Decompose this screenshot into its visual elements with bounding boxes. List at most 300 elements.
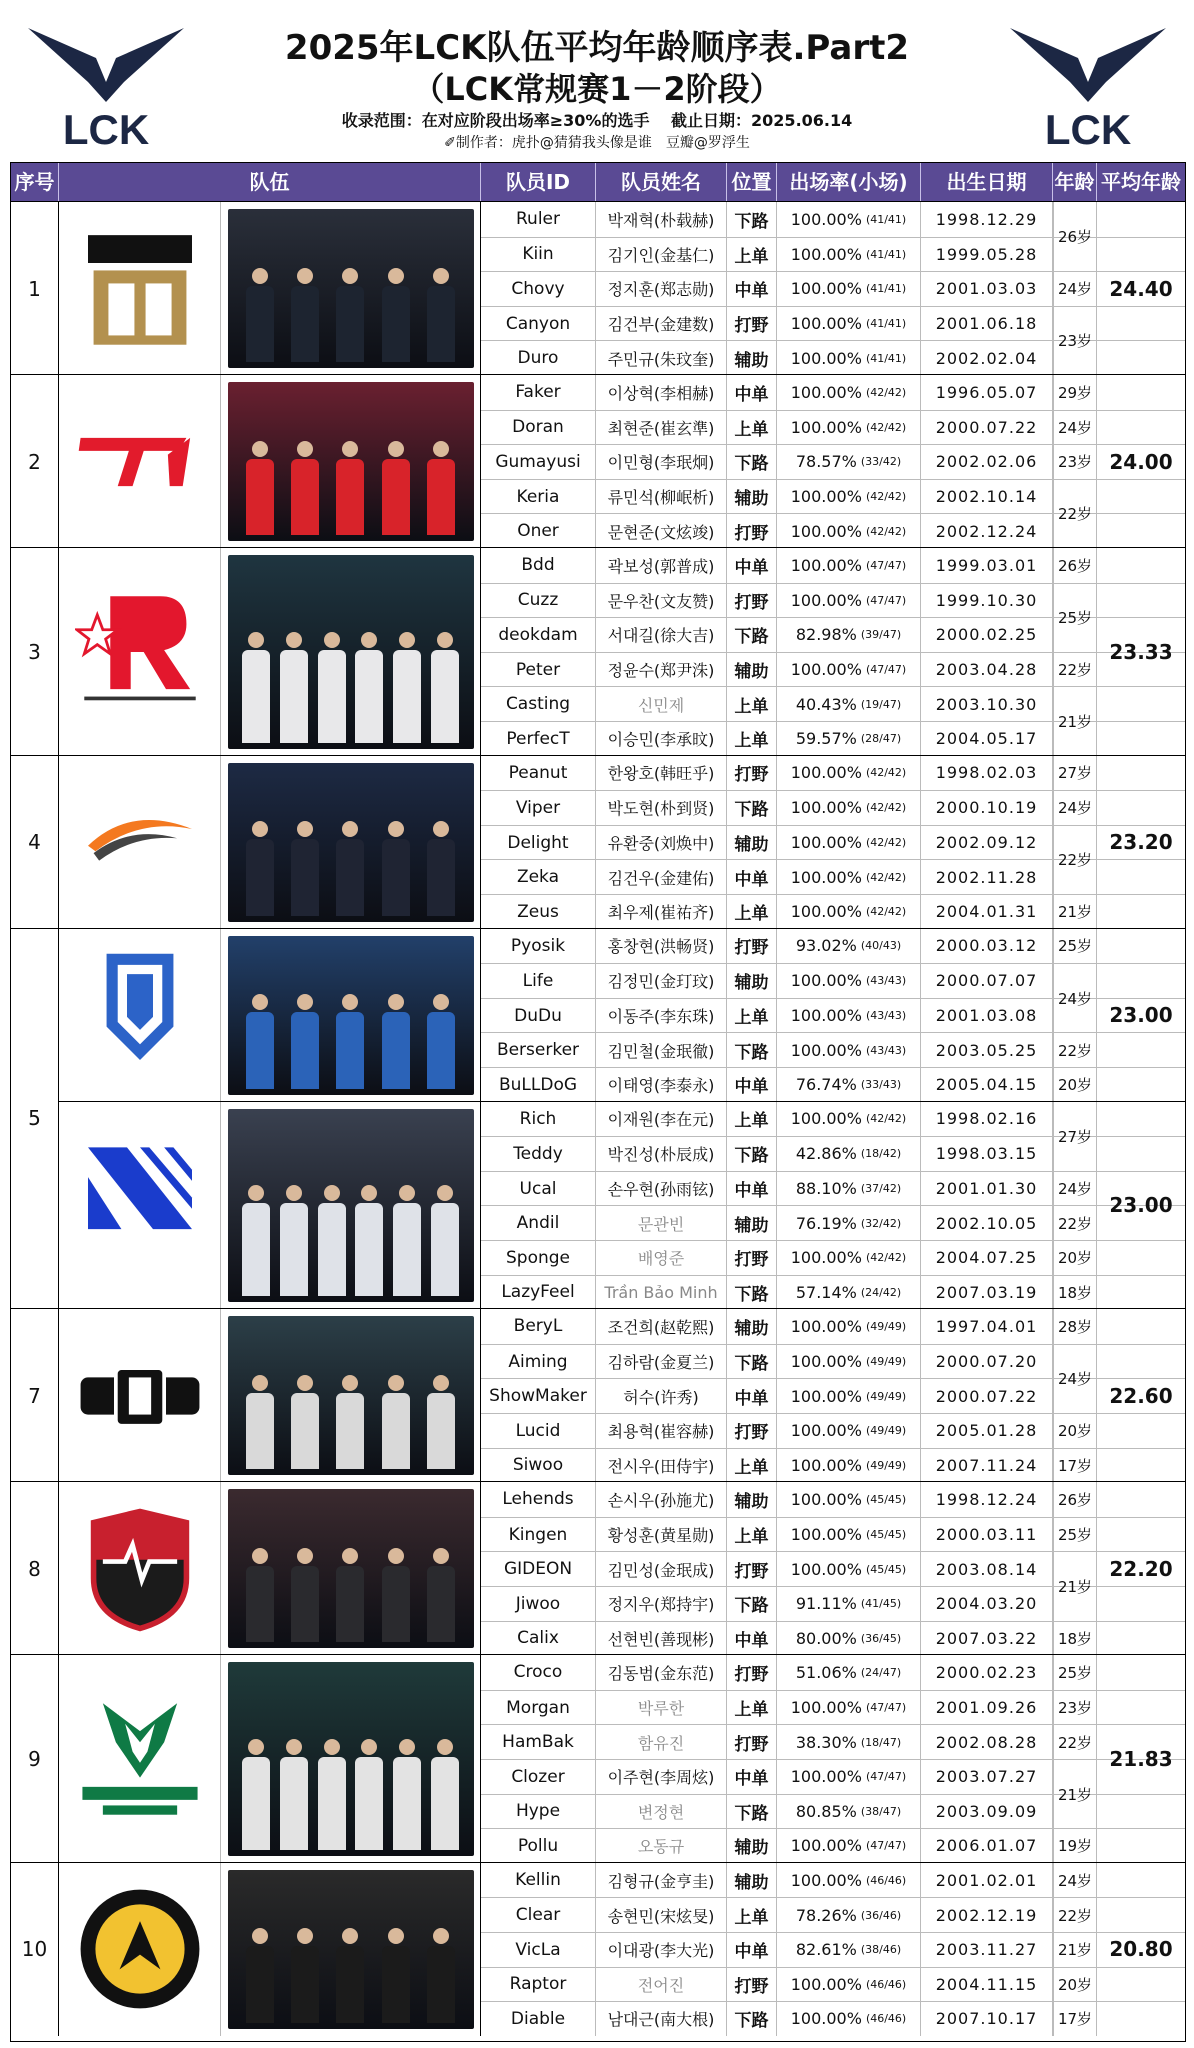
player-figure-head bbox=[248, 632, 264, 648]
age-cell: 22岁 bbox=[1053, 652, 1097, 687]
appearance-rate: 100.00% bbox=[790, 1040, 862, 1060]
player-name: 전시우(田侍宇) bbox=[596, 1449, 727, 1483]
player-figure bbox=[431, 1185, 459, 1296]
team-photo-cell bbox=[221, 1309, 481, 1482]
team-logo bbox=[59, 1309, 221, 1482]
appearance-rate: 100.00% bbox=[790, 244, 862, 264]
appearance-games: (41/41) bbox=[865, 317, 907, 331]
player-name: 변정현 bbox=[596, 1795, 727, 1829]
player-figure-head bbox=[342, 994, 358, 1010]
player-name: 문우찬(文友赞) bbox=[596, 584, 727, 618]
player-birth: 2000.07.20 bbox=[921, 1345, 1053, 1379]
team-logo bbox=[59, 202, 221, 375]
player-figure bbox=[280, 1185, 308, 1296]
team-photo bbox=[228, 382, 474, 541]
player-id: Duro bbox=[481, 341, 596, 375]
team-average-age: 23.00 bbox=[1109, 1003, 1173, 1028]
age-cell: 24岁 bbox=[1053, 1344, 1097, 1413]
appearance-rate: 100.00% bbox=[790, 1421, 862, 1441]
player-name: 조건희(赵乾熙) bbox=[596, 1309, 727, 1344]
team-photo-figures bbox=[238, 1185, 464, 1296]
col-birth: 出生日期 bbox=[921, 163, 1053, 201]
player-name: 김동범(金东范) bbox=[596, 1655, 727, 1690]
player-appearance bbox=[777, 445, 921, 479]
player-figure-head bbox=[252, 268, 268, 284]
player-appearance bbox=[777, 687, 921, 721]
age-cell: 27岁 bbox=[1053, 1102, 1097, 1171]
age-cell: 24岁 bbox=[1053, 1863, 1097, 1898]
player-figure bbox=[246, 1928, 274, 2022]
player-name: 유환중(刘焕中) bbox=[596, 826, 727, 860]
appearance-games: (42/42) bbox=[865, 870, 907, 884]
player-figure-body bbox=[291, 1012, 319, 1088]
appearance-rate: 100.00% bbox=[790, 1455, 862, 1475]
player-position: 下路 bbox=[727, 202, 777, 237]
player-id: Faker bbox=[481, 375, 596, 410]
player-birth: 2005.01.28 bbox=[921, 1414, 1053, 1448]
player-figure-body bbox=[382, 286, 410, 362]
player-appearance bbox=[777, 1587, 921, 1621]
player-figure bbox=[336, 268, 364, 362]
team-logo-icon bbox=[75, 224, 205, 354]
player-appearance bbox=[777, 791, 921, 825]
player-figure-head bbox=[342, 441, 358, 457]
player-figure-body bbox=[246, 1946, 274, 2022]
appearance-rate: 51.06% bbox=[795, 1662, 857, 1682]
appearance-rate: 100.00% bbox=[790, 1767, 862, 1787]
age-cell: 23岁 bbox=[1053, 444, 1097, 479]
player-id: Gumayusi bbox=[481, 445, 596, 479]
player-name: 이승민(李承旼) bbox=[596, 722, 727, 756]
player-name: 함유진 bbox=[596, 1725, 727, 1759]
appearance-games: (43/43) bbox=[865, 974, 907, 988]
player-birth: 2004.03.20 bbox=[921, 1587, 1053, 1621]
appearance-rate: 100.00% bbox=[790, 1006, 862, 1026]
player-appearance bbox=[777, 1449, 921, 1483]
player-position: 打野 bbox=[727, 929, 777, 964]
player-birth: 2003.05.25 bbox=[921, 1033, 1053, 1067]
appearance-games: (24/47) bbox=[860, 1665, 902, 1679]
team-logo bbox=[59, 1102, 221, 1310]
player-birth: 2002.02.06 bbox=[921, 445, 1053, 479]
player-name: 최현준(崔玄準) bbox=[596, 411, 727, 445]
player-figure bbox=[382, 1548, 410, 1642]
player-birth: 2001.06.18 bbox=[921, 307, 1053, 341]
player-position: 中单 bbox=[727, 1760, 777, 1794]
player-figure-body bbox=[393, 1203, 421, 1296]
appearance-rate: 100.00% bbox=[790, 1386, 862, 1406]
age-cell: 24岁 bbox=[1053, 1171, 1097, 1206]
player-appearance bbox=[777, 1795, 921, 1829]
team-rank: 9 bbox=[11, 1655, 59, 1863]
player-id: Siwoo bbox=[481, 1449, 596, 1483]
team-group bbox=[11, 201, 1185, 374]
age-cell: 18岁 bbox=[1053, 1621, 1097, 1656]
player-position: 辅助 bbox=[727, 1829, 777, 1863]
player-figure bbox=[382, 994, 410, 1088]
team-logo-icon bbox=[75, 950, 205, 1080]
player-figure bbox=[291, 821, 319, 915]
appearance-rate: 78.26% bbox=[795, 1905, 857, 1925]
appearance-games: (18/47) bbox=[860, 1735, 902, 1749]
appearance-games: (38/47) bbox=[860, 1804, 902, 1818]
player-figure bbox=[291, 1375, 319, 1469]
player-figure-body bbox=[246, 1566, 274, 1642]
player-figure bbox=[336, 441, 364, 535]
player-name: 한왕호(韩旺乎) bbox=[596, 756, 727, 791]
player-id: Teddy bbox=[481, 1137, 596, 1171]
player-figure-head bbox=[342, 268, 358, 284]
col-rate: 出场率(小场) bbox=[777, 163, 921, 201]
author-line: ✐制作者：虎扑@猜猜我头像是谁 豆瓣@罗浮生 bbox=[444, 135, 750, 151]
appearance-games: (47/47) bbox=[865, 1839, 907, 1853]
age-cell: 20岁 bbox=[1053, 1413, 1097, 1448]
player-name: 이대광(李大光) bbox=[596, 1933, 727, 1967]
player-appearance bbox=[777, 1622, 921, 1656]
scope-line bbox=[200, 108, 994, 131]
team-group bbox=[11, 1481, 1185, 1654]
player-name: 김기인(金基仁) bbox=[596, 238, 727, 272]
player-id: Ucal bbox=[481, 1172, 596, 1206]
player-position: 打野 bbox=[727, 1552, 777, 1586]
player-appearance bbox=[777, 272, 921, 306]
team-average-age: 21.83 bbox=[1109, 1746, 1173, 1771]
player-appearance bbox=[777, 1829, 921, 1863]
appearance-games: (41/41) bbox=[865, 212, 907, 226]
player-id: Peanut bbox=[481, 756, 596, 791]
player-name: 오동규 bbox=[596, 1829, 727, 1863]
player-figure-head bbox=[433, 1375, 449, 1391]
player-birth: 1999.05.28 bbox=[921, 238, 1053, 272]
appearance-games: (36/45) bbox=[860, 1631, 902, 1645]
player-figure-head bbox=[252, 994, 268, 1010]
player-figure bbox=[427, 1548, 455, 1642]
player-name: 박진성(朴辰成) bbox=[596, 1137, 727, 1171]
player-id: Kellin bbox=[481, 1863, 596, 1898]
player-id: BeryL bbox=[481, 1309, 596, 1344]
team-group bbox=[11, 1862, 1185, 2035]
player-birth: 2002.12.19 bbox=[921, 1898, 1053, 1932]
team-average-age: 23.00 bbox=[1109, 1193, 1173, 1218]
player-position: 上单 bbox=[727, 1898, 777, 1932]
player-figure-head bbox=[433, 821, 449, 837]
player-birth: 1998.02.03 bbox=[921, 756, 1053, 791]
player-name: 김정민(金玎玟) bbox=[596, 964, 727, 998]
player-birth: 2002.09.12 bbox=[921, 826, 1053, 860]
player-appearance bbox=[777, 1241, 921, 1275]
player-figure-head bbox=[433, 1928, 449, 1944]
player-id: GIDEON bbox=[481, 1552, 596, 1586]
player-figure-head bbox=[361, 632, 377, 648]
appearance-games: (49/49) bbox=[865, 1458, 907, 1472]
age-cell: 21岁 bbox=[1053, 894, 1097, 929]
player-id: ShowMaker bbox=[481, 1379, 596, 1413]
team-photo bbox=[228, 763, 474, 922]
appearance-games: (43/43) bbox=[865, 1009, 907, 1023]
player-birth: 2000.02.23 bbox=[921, 1655, 1053, 1690]
player-name: 주민규(朱玟奎) bbox=[596, 341, 727, 375]
player-position: 下路 bbox=[727, 1587, 777, 1621]
player-figure bbox=[336, 1928, 364, 2022]
player-figure bbox=[393, 1185, 421, 1296]
player-appearance bbox=[777, 929, 921, 964]
player-appearance bbox=[777, 307, 921, 341]
team-photo bbox=[228, 936, 474, 1095]
player-birth: 2000.07.22 bbox=[921, 411, 1053, 445]
appearance-rate: 100.00% bbox=[790, 1316, 862, 1336]
appearance-games: (19/47) bbox=[860, 697, 902, 711]
appearance-games: (36/46) bbox=[860, 1908, 902, 1922]
player-birth: 1999.10.30 bbox=[921, 584, 1053, 618]
player-appearance bbox=[777, 964, 921, 998]
player-figure bbox=[427, 821, 455, 915]
player-name: 박재혁(朴载赫) bbox=[596, 202, 727, 237]
team-logo bbox=[59, 929, 221, 1102]
player-figure bbox=[246, 994, 274, 1088]
player-appearance bbox=[777, 895, 921, 929]
player-id: Kingen bbox=[481, 1518, 596, 1552]
player-figure-body bbox=[246, 1012, 274, 1088]
player-figure-head bbox=[388, 268, 404, 284]
player-position: 中单 bbox=[727, 1068, 777, 1102]
player-appearance bbox=[777, 1968, 921, 2002]
col-name: 队员姓名 bbox=[596, 163, 727, 201]
player-figure-body bbox=[291, 1946, 319, 2022]
player-name: 김민철(金珉徹) bbox=[596, 1033, 727, 1067]
player-figure bbox=[246, 441, 274, 535]
player-figure bbox=[246, 1375, 274, 1469]
appearance-games: (42/42) bbox=[865, 385, 907, 399]
player-position: 下路 bbox=[727, 445, 777, 479]
player-figure bbox=[336, 1375, 364, 1469]
age-cell: 25岁 bbox=[1053, 583, 1097, 652]
player-id: Keria bbox=[481, 480, 596, 514]
appearance-rate: 76.74% bbox=[795, 1075, 857, 1095]
player-id: Berserker bbox=[481, 1033, 596, 1067]
team-rank: 7 bbox=[11, 1309, 59, 1482]
player-position: 上单 bbox=[727, 1102, 777, 1137]
team-photo-figures bbox=[238, 994, 464, 1088]
player-figure-body bbox=[427, 839, 455, 915]
age-cell: 22岁 bbox=[1053, 1724, 1097, 1759]
age-cell: 20岁 bbox=[1053, 1240, 1097, 1275]
player-figure-body bbox=[246, 459, 274, 535]
player-birth: 2001.09.26 bbox=[921, 1691, 1053, 1725]
appearance-rate: 100.00% bbox=[790, 1525, 862, 1545]
team-rank: 3 bbox=[11, 548, 59, 756]
appearance-games: (46/46) bbox=[865, 1977, 907, 1991]
team-logo-icon bbox=[75, 1140, 205, 1270]
player-birth: 2002.10.05 bbox=[921, 1206, 1053, 1240]
player-birth: 1996.05.07 bbox=[921, 375, 1053, 410]
player-position: 上单 bbox=[727, 411, 777, 445]
appearance-games: (28/47) bbox=[860, 732, 902, 746]
col-rank: 序号 bbox=[11, 163, 59, 201]
player-name: 이민형(李珉炯) bbox=[596, 445, 727, 479]
player-birth: 2007.11.24 bbox=[921, 1449, 1053, 1483]
player-name: 남대근(南大根) bbox=[596, 2002, 727, 2036]
team-rank: 10 bbox=[11, 1863, 59, 2036]
appearance-games: (47/47) bbox=[865, 1701, 907, 1715]
player-position: 辅助 bbox=[727, 964, 777, 998]
player-appearance bbox=[777, 826, 921, 860]
scope-text: 收录范围：在对应阶段出场率≥30%的选手 bbox=[341, 111, 650, 130]
player-name: 송현민(宋炫旻) bbox=[596, 1898, 727, 1932]
appearance-rate: 78.57% bbox=[795, 452, 857, 472]
player-figure-head bbox=[286, 632, 302, 648]
player-position: 下路 bbox=[727, 1345, 777, 1379]
appearance-rate: 100.00% bbox=[790, 833, 862, 853]
team-rank: 8 bbox=[11, 1482, 59, 1655]
player-appearance bbox=[777, 1482, 921, 1517]
appearance-games: (45/45) bbox=[865, 1528, 907, 1542]
appearance-games: (45/45) bbox=[865, 1562, 907, 1576]
team-photo-cell bbox=[221, 1655, 481, 1863]
player-position: 打野 bbox=[727, 756, 777, 791]
team-group bbox=[11, 1654, 1185, 1862]
player-position: 上单 bbox=[727, 1691, 777, 1725]
appearance-games: (45/45) bbox=[865, 1492, 907, 1506]
appearance-rate: 82.61% bbox=[795, 1940, 857, 1960]
player-id: BuLLDoG bbox=[481, 1068, 596, 1102]
team-logo-icon bbox=[75, 1694, 205, 1824]
team-rank: 2 bbox=[11, 375, 59, 548]
appearance-rate: 100.00% bbox=[790, 348, 862, 368]
player-id: Andil bbox=[481, 1206, 596, 1240]
appearance-rate: 100.00% bbox=[790, 1698, 862, 1718]
age-cell: 21岁 bbox=[1053, 1551, 1097, 1620]
player-name: 이상혁(李相赫) bbox=[596, 375, 727, 410]
player-name: 최용혁(崔容赫) bbox=[596, 1414, 727, 1448]
age-cell: 22岁 bbox=[1053, 479, 1097, 548]
appearance-rate: 100.00% bbox=[790, 279, 862, 299]
player-position: 打野 bbox=[727, 514, 777, 548]
player-birth: 2002.11.28 bbox=[921, 860, 1053, 894]
player-name: 황성훈(黄星勋) bbox=[596, 1518, 727, 1552]
player-id: Diable bbox=[481, 2002, 596, 2036]
age-cell: 24岁 bbox=[1053, 271, 1097, 306]
player-figure-head bbox=[248, 1739, 264, 1755]
player-name: 정지우(郑持宇) bbox=[596, 1587, 727, 1621]
team-group bbox=[11, 547, 1185, 755]
table-header bbox=[11, 163, 1185, 201]
player-figure-body bbox=[280, 1757, 308, 1850]
player-figure-body bbox=[280, 1203, 308, 1296]
team-logo-icon bbox=[75, 777, 205, 907]
team-logo bbox=[59, 548, 221, 756]
appearance-rate: 100.00% bbox=[790, 1248, 862, 1268]
player-figure-head bbox=[399, 1739, 415, 1755]
team-average-age: 24.00 bbox=[1109, 449, 1173, 474]
player-name: Trần Bảo Minh bbox=[596, 1276, 727, 1310]
player-figure bbox=[242, 1185, 270, 1296]
player-position: 辅助 bbox=[727, 1309, 777, 1344]
age-cell: 24岁 bbox=[1053, 963, 1097, 1032]
player-birth: 2003.04.28 bbox=[921, 653, 1053, 687]
player-figure-body bbox=[291, 839, 319, 915]
player-figure-body bbox=[242, 1757, 270, 1850]
team-logo bbox=[59, 1655, 221, 1863]
player-position: 打野 bbox=[727, 1241, 777, 1275]
player-figure bbox=[336, 994, 364, 1088]
player-position: 上单 bbox=[727, 1518, 777, 1552]
appearance-games: (37/42) bbox=[860, 1182, 902, 1196]
team-group bbox=[11, 928, 1185, 1101]
player-figure-body bbox=[336, 1393, 364, 1469]
player-figure bbox=[382, 441, 410, 535]
appearance-rate: 88.10% bbox=[795, 1179, 857, 1199]
team-average-age: 22.60 bbox=[1109, 1383, 1173, 1408]
player-name: 박루한 bbox=[596, 1691, 727, 1725]
player-position: 下路 bbox=[727, 1137, 777, 1171]
player-birth: 2003.08.14 bbox=[921, 1552, 1053, 1586]
player-id: Lucid bbox=[481, 1414, 596, 1448]
player-appearance bbox=[777, 1068, 921, 1102]
appearance-rate: 40.43% bbox=[795, 694, 857, 714]
player-id: Hype bbox=[481, 1795, 596, 1829]
player-figure bbox=[336, 821, 364, 915]
player-figure-head bbox=[297, 268, 313, 284]
player-birth: 2004.07.25 bbox=[921, 1241, 1053, 1275]
col-age: 年龄 bbox=[1053, 163, 1097, 201]
player-birth: 2007.03.22 bbox=[921, 1622, 1053, 1656]
player-position: 打野 bbox=[727, 1655, 777, 1690]
appearance-rate: 100.00% bbox=[790, 660, 862, 680]
appearance-games: (32/42) bbox=[860, 1216, 902, 1230]
player-position: 下路 bbox=[727, 1795, 777, 1829]
player-id: Jiwoo bbox=[481, 1587, 596, 1621]
player-figure-head bbox=[388, 821, 404, 837]
appearance-games: (42/42) bbox=[865, 1251, 907, 1265]
player-name: 최우제(崔祐齐) bbox=[596, 895, 727, 929]
appearance-games: (42/42) bbox=[865, 1112, 907, 1126]
player-id: Clear bbox=[481, 1898, 596, 1932]
player-position: 上单 bbox=[727, 687, 777, 721]
player-id: Chovy bbox=[481, 272, 596, 306]
player-figure-body bbox=[280, 650, 308, 743]
player-name: 이동주(李东珠) bbox=[596, 999, 727, 1033]
team-logo bbox=[59, 1863, 221, 2036]
player-position: 中单 bbox=[727, 272, 777, 306]
player-id: Lehends bbox=[481, 1482, 596, 1517]
player-appearance bbox=[777, 1933, 921, 1967]
player-id: Ruler bbox=[481, 202, 596, 237]
team-logo-icon bbox=[75, 1504, 205, 1634]
player-birth: 2002.02.04 bbox=[921, 341, 1053, 375]
player-name: 서대길(徐大吉) bbox=[596, 618, 727, 652]
player-figure bbox=[355, 1185, 383, 1296]
player-figure-head bbox=[399, 632, 415, 648]
player-birth: 2007.03.19 bbox=[921, 1276, 1053, 1310]
player-position: 中单 bbox=[727, 1379, 777, 1413]
player-id: Bdd bbox=[481, 548, 596, 583]
player-appearance bbox=[777, 1345, 921, 1379]
player-appearance bbox=[777, 860, 921, 894]
player-figure-head bbox=[286, 1739, 302, 1755]
player-birth: 2001.01.30 bbox=[921, 1172, 1053, 1206]
player-figure-body bbox=[355, 650, 383, 743]
appearance-games: (18/42) bbox=[860, 1147, 902, 1161]
player-appearance bbox=[777, 722, 921, 756]
lck-logo-left bbox=[26, 20, 186, 150]
age-cell: 29岁 bbox=[1053, 375, 1097, 410]
player-figure-head bbox=[297, 1548, 313, 1564]
player-id: PerfecT bbox=[481, 722, 596, 756]
player-figure-head bbox=[342, 821, 358, 837]
col-team: 队伍 bbox=[59, 163, 481, 201]
player-figure bbox=[431, 632, 459, 743]
team-photo-cell bbox=[221, 1102, 481, 1310]
